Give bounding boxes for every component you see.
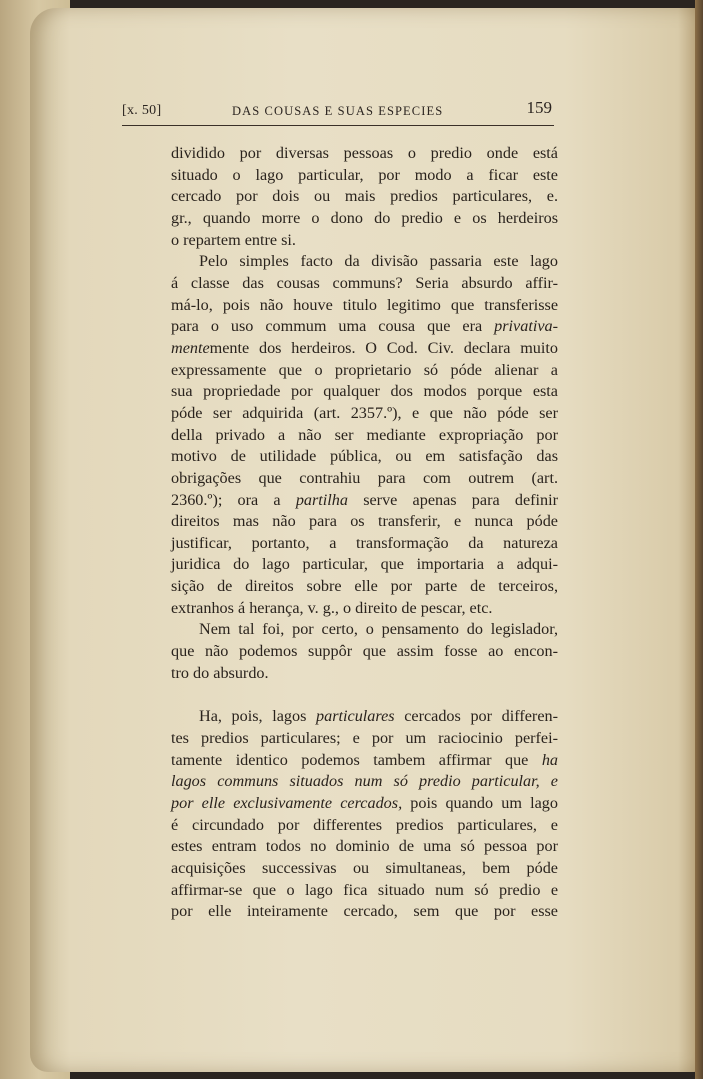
text-line: Nem tal foi, por certo, o pensamento do legislador,: [199, 620, 558, 639]
italic-term: mente: [171, 338, 210, 357]
text-line: estes entram todos no dominio de uma só pessoa por: [171, 837, 558, 856]
italic-term: ha: [541, 750, 558, 769]
text-line: juridica do lago particular, que importaria a adqui-: [171, 555, 558, 574]
italic-term: privativa-: [494, 317, 558, 336]
text-line: por elle inteiramente cercado, sem que por esse: [171, 902, 558, 921]
paragraph: [171, 706, 558, 923]
paragraph: [171, 619, 558, 684]
page-number: 159: [526, 98, 552, 117]
text-line: [171, 338, 558, 360]
text-fragment: serve apenas para definir: [347, 490, 559, 509]
text-line: acquisições successivas ou simultaneas, bem póde: [171, 859, 558, 877]
book-edge: [695, 0, 703, 1079]
text-line: Pelo simples facto da divisão passaria este lago: [199, 252, 558, 271]
running-header: [122, 98, 554, 126]
text-line: sição de direitos sobre elle por parte de terceiros,: [171, 577, 558, 596]
paragraph: [171, 143, 558, 251]
text-line: [171, 793, 558, 815]
text-fragment: Ha, pois, lagos: [199, 707, 317, 726]
text-line: o repartem entre si.: [171, 230, 296, 249]
text-line: é circundado por differentes predios particulares, e: [171, 815, 558, 834]
body-text: [171, 143, 558, 923]
text-line: tro do absurdo.: [171, 663, 269, 682]
text-line: extranhos á herança, v. g., o direito de pescar, etc.: [171, 598, 493, 617]
text-line: tes predios particulares; e por um raciocinio perfei-: [171, 729, 558, 748]
text-line: expressamente que o proprietario só póde alienar a: [171, 360, 558, 379]
text-line: cercado por dois ou mais predios particulares, e.: [171, 187, 558, 206]
text-line: que não podemos suppôr que assim fosse ao encon-: [171, 642, 558, 661]
header-rule: [122, 125, 554, 126]
text-line: motivo de utilidade pública, ou em satisfação das: [171, 447, 558, 466]
text-line: della privado a não ser mediante expropriação por: [171, 425, 558, 444]
text-line: [171, 316, 558, 338]
text-line: situado o lago particular, por modo a ficar este: [171, 165, 558, 184]
paragraph: [171, 251, 558, 619]
text-fragment: 2360.º); ora a: [171, 490, 296, 509]
italic-term: partilha: [295, 490, 348, 509]
text-fragment: pois quando um lago: [402, 794, 558, 813]
text-line: [171, 771, 558, 793]
text-line: á classe das cousas communs? Seria absurdo affir-: [171, 273, 558, 292]
text-line: [171, 750, 558, 772]
text-line: direitos mas não para os transferir, e nunca póde: [171, 512, 558, 531]
text-line: [171, 706, 558, 728]
section-reference: [x. 50]: [122, 103, 162, 118]
italic-term: particulares: [316, 707, 395, 726]
text-line: affirmar-se que o lago fica situado num só predio e: [171, 880, 558, 899]
text-line: má-lo, pois não houve titulo legitimo que transferisse: [171, 295, 558, 314]
running-title: DAS COUSAS E SUAS ESPECIES: [232, 104, 444, 118]
text-line: [171, 490, 558, 512]
text-fragment: mente dos herdeiros. O Cod. Civ. declara muito: [209, 338, 558, 357]
text-fragment: tamente identico podemos tambem affirmar que: [171, 750, 542, 769]
text-fragment: para o uso commum uma cousa que era: [171, 317, 495, 336]
paragraph-gap: [171, 684, 558, 706]
text-fragment: cercados por differen-: [394, 707, 558, 726]
text-line: justificar, portanto, a transformação da natureza: [171, 533, 558, 552]
text-line: póde ser adquirida (art. 2357.º), e que não póde ser: [171, 403, 558, 422]
text-line: dividido por diversas pessoas o predio onde está: [171, 144, 558, 162]
text-line: sua propriedade por qualquer dos modos porque esta: [171, 382, 558, 401]
italic-term: por elle exclusivamente cercados,: [171, 794, 403, 813]
text-line: obrigações que contrahiu para com outrem (art.: [171, 468, 558, 487]
text-line: gr., quando morre o dono do predio e os herdeiros: [171, 208, 558, 227]
italic-term: lagos communs situados num só predio particular, e: [171, 772, 558, 791]
